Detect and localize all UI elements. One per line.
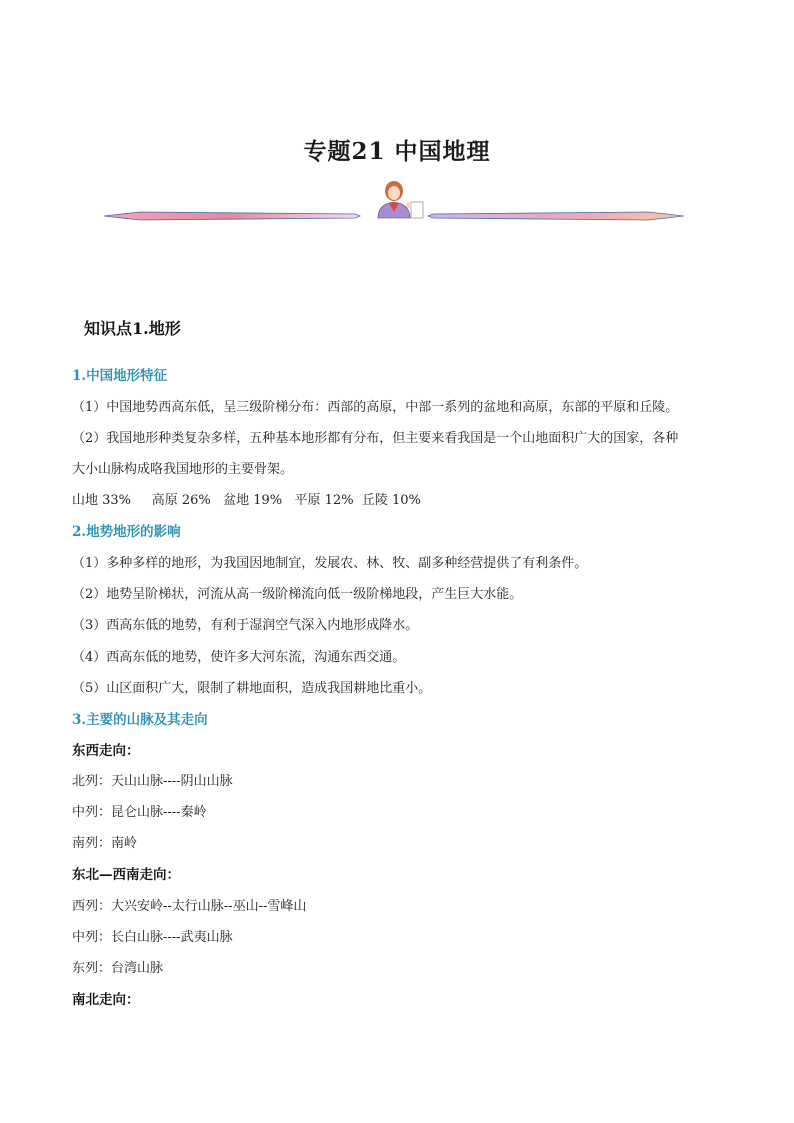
mountain-row: 东列：台湾山脉 — [72, 961, 164, 976]
mountain-row: 北列：天山山脉----阴山山脉 — [72, 774, 233, 789]
page-title: 专题21 中国地理 — [303, 138, 491, 165]
s2-item: （1）多种多样的地形，为我国因地制宜，发展农、林、牧、副多种经营提供了有利条件。 — [72, 556, 588, 571]
s1-paragraph-1: （1）中国地势西高东低，呈三级阶梯分布：西部的高原，中部一系列的盆地和高原，东部的平原和丘陵。 — [72, 400, 679, 415]
right-ribbon — [428, 212, 684, 220]
s2-item: （3）西高东低的地势，有利于湿润空气深入内地形成降水。 — [72, 618, 419, 633]
knowledge-title: 知识点1.地形 — [84, 319, 181, 338]
s2-item: （4）西高东低的地势，使许多大河东流，沟通东西交通。 — [72, 650, 406, 665]
section-2-heading: 2.地势地形的影响 — [72, 524, 181, 540]
s1-stats: 山地 33% 高原 26% 盆地 19% 平原 12% 丘陵 10% — [72, 493, 421, 508]
s2-item: （5）山区面积广大，限制了耕地面积，造成我国耕地比重小。 — [72, 681, 432, 696]
northeast-southwest-title: 东北—西南走向： — [72, 867, 180, 883]
left-ribbon — [104, 212, 360, 220]
s1-paragraph-2a: （2）我国地形种类复杂多样，五种基本地形都有分布，但主要来看我国是一个山地面积广大的国家，各种 — [72, 431, 679, 446]
section-3-heading: 3.主要的山脉及其走向 — [72, 712, 208, 728]
mountain-row: 西列：大兴安岭--太行山脉--巫山--雪峰山 — [72, 899, 307, 914]
mountain-row: 南列：南岭 — [72, 836, 138, 851]
section-1-heading: 1.中国地形特征 — [72, 368, 168, 384]
north-south-title: 南北走向： — [72, 992, 140, 1008]
mountain-row: 中列：昆仑山脉----秦岭 — [72, 805, 207, 820]
east-west-title: 东西走向： — [72, 743, 140, 759]
s2-item: （2）地势呈阶梯状，河流从高一级阶梯流向低一级阶梯地段，产生巨大水能。 — [72, 587, 523, 602]
mountain-row: 中列：长白山脉----武夷山脉 — [72, 930, 233, 945]
title-decoration — [100, 172, 690, 224]
teacher-icon — [378, 181, 423, 218]
s1-paragraph-2b: 大小山脉构成咯我国地形的主要骨架。 — [72, 462, 294, 477]
